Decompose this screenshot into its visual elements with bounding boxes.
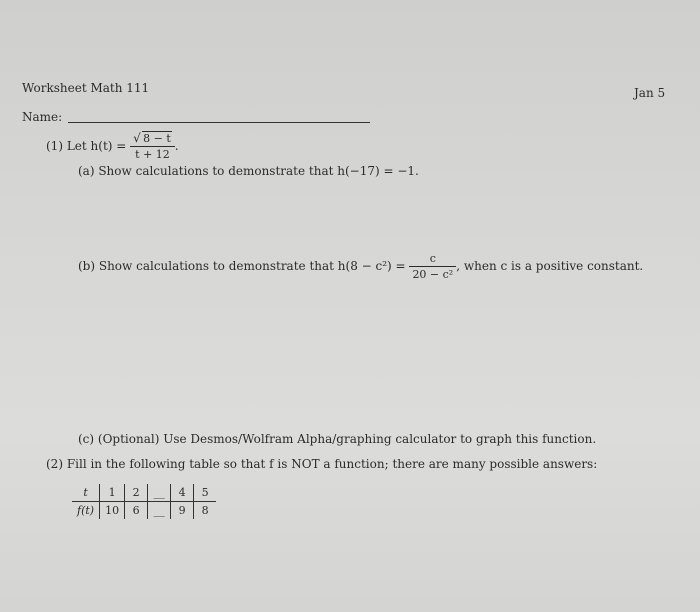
part-b-numerator: c xyxy=(429,252,436,265)
part-b-text xyxy=(78,252,643,281)
part-a-text: (a) Show calculations to demonstrate that h(−17) = −1. xyxy=(78,164,419,178)
table-cell: 1 xyxy=(100,484,125,502)
worksheet-title: Worksheet Math 111 xyxy=(22,81,150,95)
h-numerator: 8 − t xyxy=(143,132,171,145)
name-blank-line xyxy=(68,122,370,123)
part-b-fraction xyxy=(409,252,456,281)
table-cell: f(t) xyxy=(77,504,95,517)
part-c-text: (c) (Optional) Use Desmos/Wolfram Alpha/graphing calculator to graph this function. xyxy=(78,432,597,446)
name-label: Name: xyxy=(22,110,63,124)
h-fraction xyxy=(130,132,175,161)
table-row-ft xyxy=(72,502,216,520)
table-cell: 4 xyxy=(171,484,194,502)
table-cell: 5 xyxy=(194,484,217,502)
table-cell: 2 xyxy=(125,484,148,502)
part-b-prefix: (b) Show calculations to demonstrate that h(8 − c²) = xyxy=(78,259,406,273)
problem-1-definition xyxy=(46,132,179,161)
table-blank-cell: __ xyxy=(148,502,171,520)
problem-1-let: Let h(t) = xyxy=(66,139,127,153)
problem-2-text: (2) Fill in the following table so that f is NOT a function; there are many possible answers: xyxy=(46,457,598,471)
worksheet-date: Jan 5 xyxy=(634,86,666,100)
table-cell: 8 xyxy=(194,502,217,520)
problem-1-number: (1) xyxy=(46,139,63,153)
function-table xyxy=(72,484,216,519)
table-blank-cell: __ xyxy=(148,484,171,502)
table-cell: 10 xyxy=(100,502,125,520)
table-row-t xyxy=(72,484,216,502)
table-cell: 6 xyxy=(125,502,148,520)
h-denominator: t + 12 xyxy=(135,148,170,161)
h-period: . xyxy=(174,139,179,153)
part-b-denominator: 20 − c² xyxy=(412,268,454,281)
table-cell: t xyxy=(72,484,100,502)
part-b-suffix: , when c is a positive constant. xyxy=(456,259,644,273)
table-cell: 9 xyxy=(171,502,194,520)
